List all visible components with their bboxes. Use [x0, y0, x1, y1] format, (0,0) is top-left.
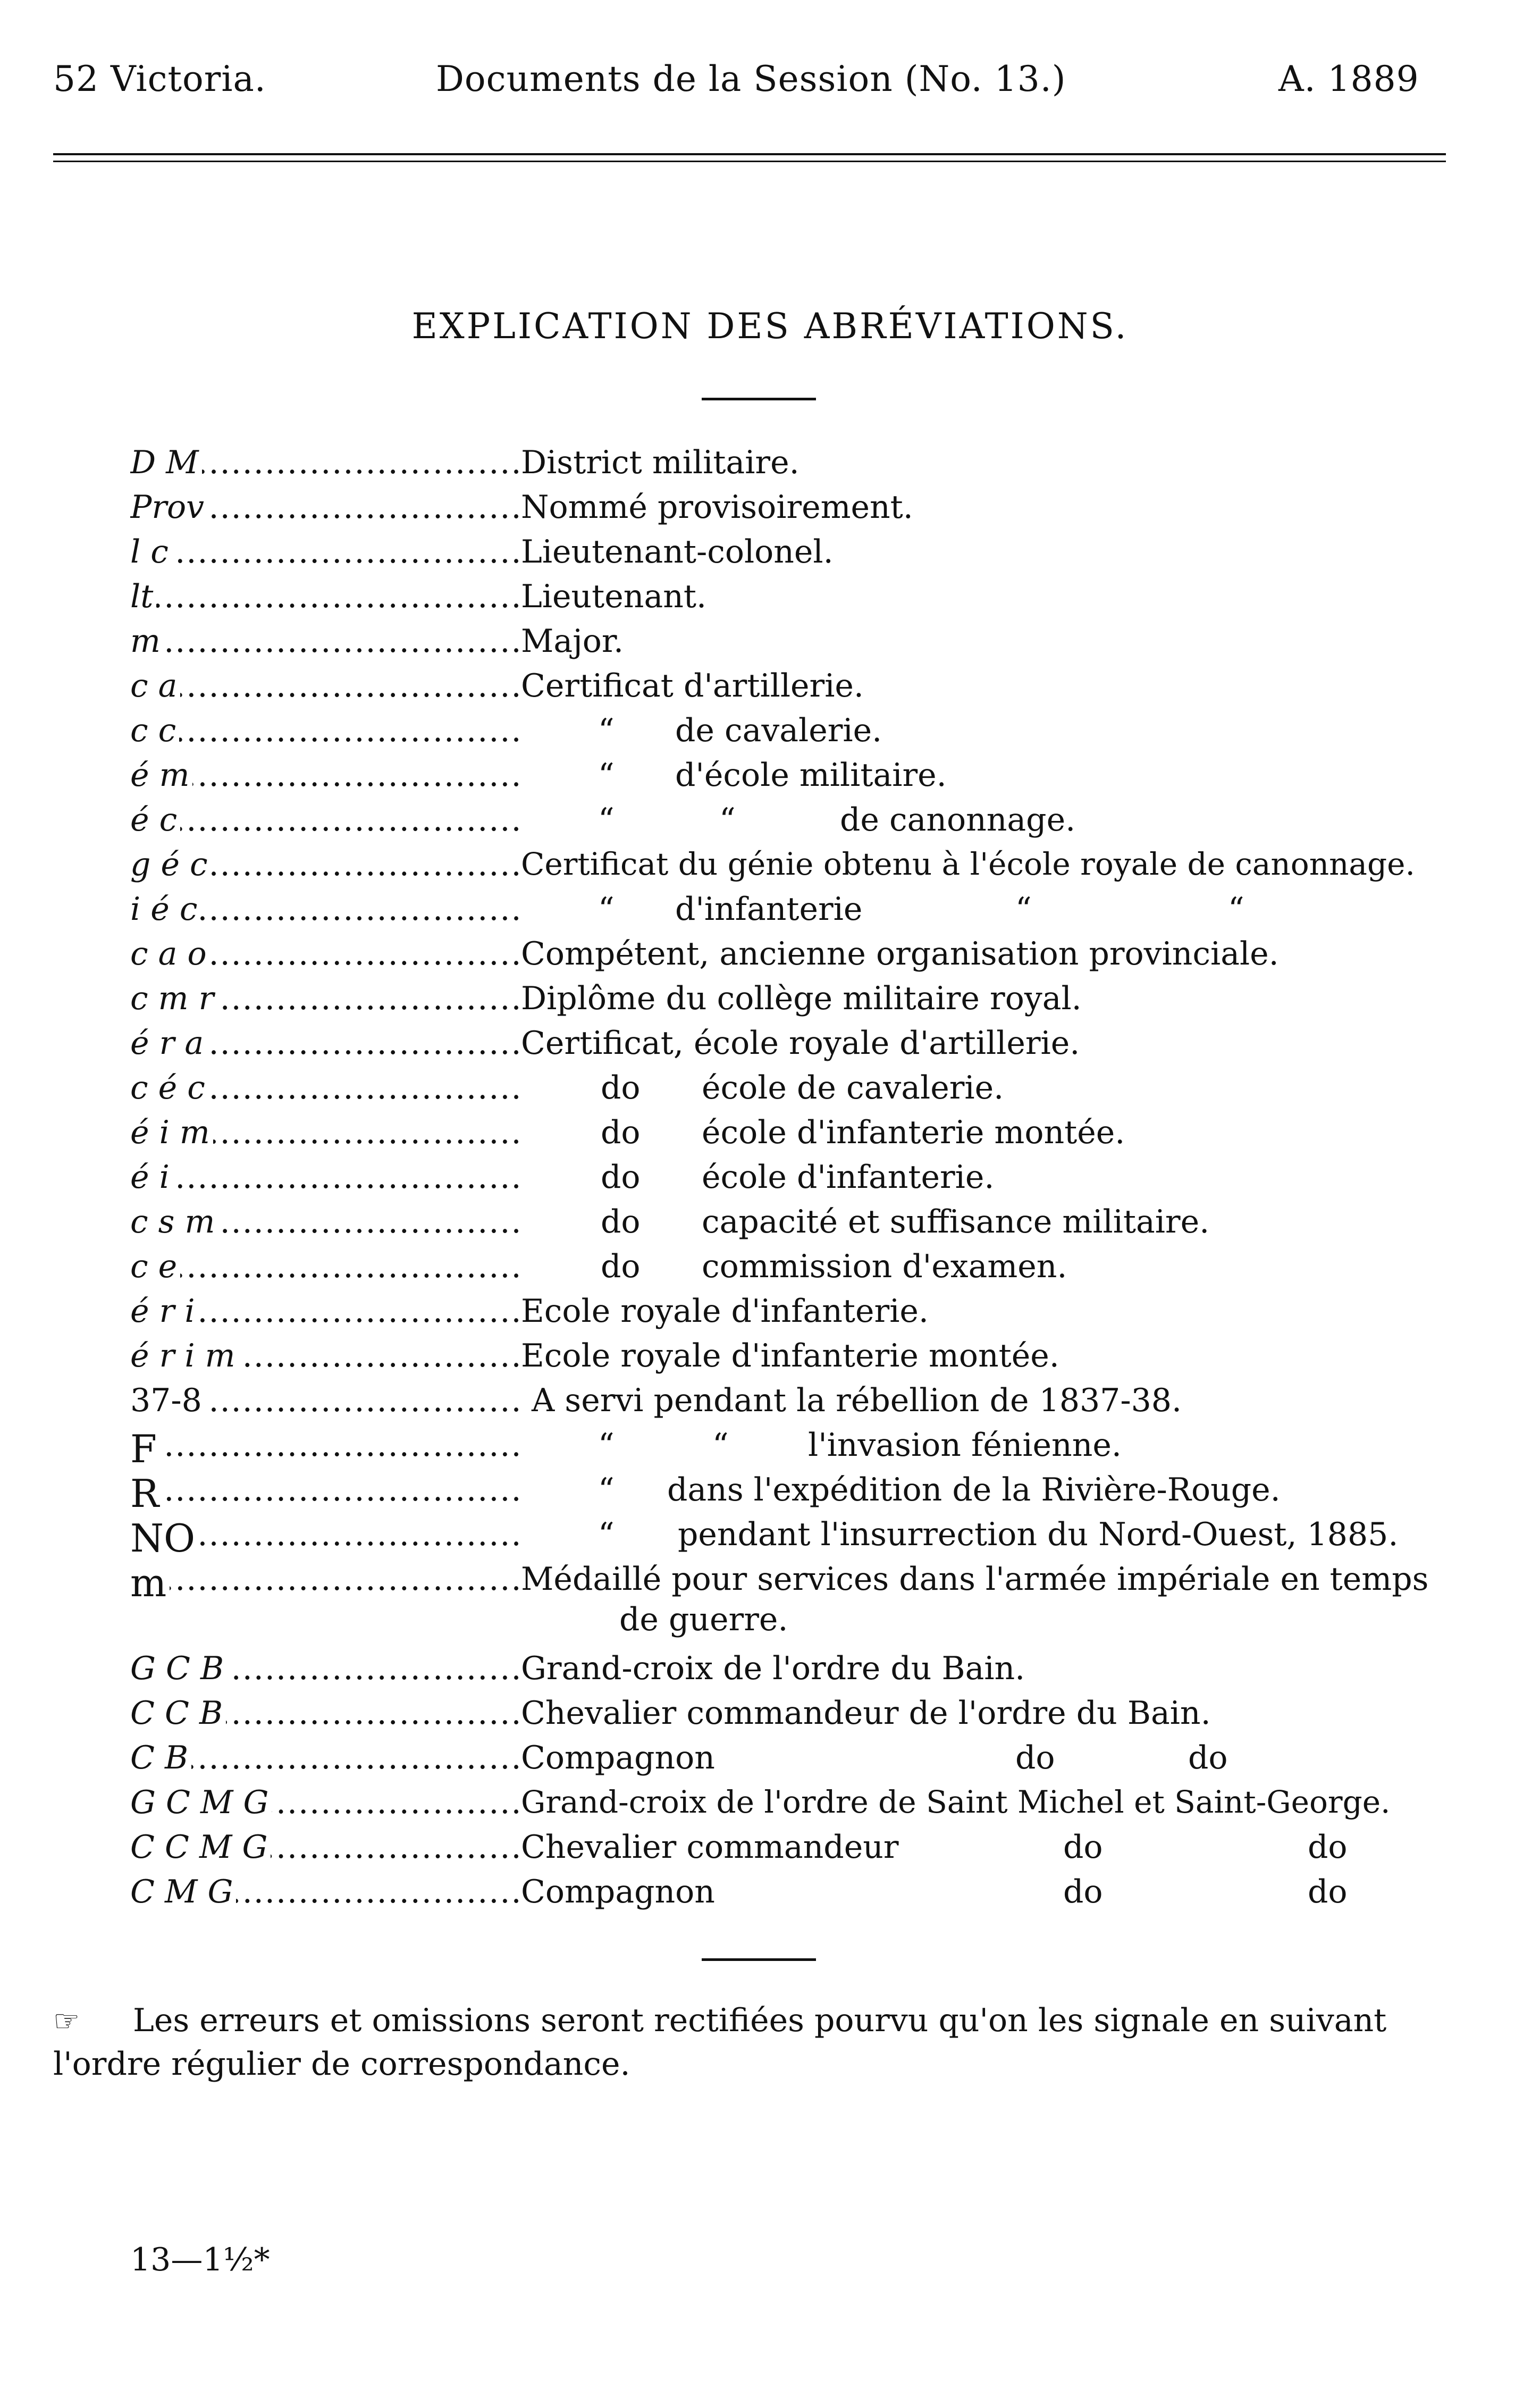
abbreviation: c s m .....: [130, 1203, 518, 1240]
pointing-hand-icon: ☞: [53, 2004, 80, 2039]
page-title: EXPLICATION DES ABRÉVIATIONS.: [411, 306, 1129, 347]
abbreviation: é i m .....: [130, 1114, 518, 1151]
abbreviation: m .....: [130, 1561, 518, 1605]
ditto-mark: “: [598, 801, 615, 839]
definition: Grand-croix de l'ordre du Bain.: [521, 1650, 1025, 1687]
abbreviation: m .....: [130, 623, 518, 660]
definition: A servi pendant la rébellion de 1837-38.: [532, 1382, 1182, 1419]
ditto-mark: “: [1228, 891, 1244, 928]
abbreviation: é r i m .....: [130, 1337, 518, 1374]
abbreviation: c e .....: [130, 1248, 518, 1285]
definition: Diplôme du collège militaire royal.: [521, 980, 1082, 1017]
ditto-do: do: [601, 1159, 641, 1196]
title-divider: [702, 398, 816, 400]
definition: Lieutenant.: [521, 578, 707, 615]
abbreviation: é i .....: [130, 1159, 518, 1196]
abbreviation: C M G .....: [130, 1873, 518, 1910]
definition: Ecole royale d'infanterie.: [521, 1293, 929, 1330]
ditto-do: do: [601, 1069, 641, 1107]
ditto-do: do: [1308, 1873, 1348, 1910]
page-number: 13—1½*: [130, 2241, 270, 2278]
footnote-text-continued: l'ordre régulier de correspondance.: [53, 2046, 630, 2083]
definition: école d'infanterie.: [702, 1159, 995, 1196]
ditto-do: do: [601, 1114, 641, 1151]
definition: Compagnon: [521, 1739, 715, 1776]
ditto-do: do: [1063, 1829, 1103, 1866]
header-left: 52 Victoria.: [53, 58, 266, 99]
definition: Certificat d'artillerie.: [521, 667, 864, 705]
definition: l'invasion fénienne.: [808, 1427, 1122, 1464]
ditto-do: do: [1308, 1829, 1348, 1866]
abbreviation: C C M G .....: [130, 1829, 518, 1866]
ditto-mark: “: [712, 1427, 729, 1464]
definition: pendant l'insurrection du Nord-Ouest, 1885.: [678, 1516, 1399, 1553]
ditto-mark: “: [1015, 891, 1032, 928]
ditto-do: do: [601, 1203, 641, 1240]
ditto-mark: “: [719, 801, 736, 839]
abbreviation: c c .....: [130, 712, 518, 749]
abbreviation: é r i .....: [130, 1293, 518, 1330]
definition: de canonnage.: [840, 801, 1076, 839]
definition: Nommé provisoirement.: [521, 489, 913, 526]
footnote: [53, 1999, 1462, 2085]
definition: Compagnon: [521, 1873, 715, 1910]
abbreviation: c é c .....: [130, 1069, 518, 1107]
ditto-mark: “: [598, 757, 615, 794]
ditto-do: do: [1063, 1873, 1103, 1910]
section-divider: [702, 1958, 816, 1961]
abbreviation: g é c .....: [130, 846, 518, 883]
abbreviation: c a .....: [130, 667, 518, 705]
definition: Ecole royale d'infanterie montée.: [521, 1337, 1059, 1374]
abbreviation: D M .....: [130, 444, 518, 481]
abbreviation: 37-8 .....: [130, 1382, 518, 1419]
definition: Chevalier commandeur: [521, 1829, 899, 1866]
footnote-text: Les erreurs et omissions seront rectifiées pourvu qu'on les signale en suivant: [133, 2002, 1387, 2039]
abbreviation: lt .....: [130, 578, 518, 615]
abbreviation: c m r .....: [130, 980, 518, 1017]
definition: Compétent, ancienne organisation provinciale.: [521, 935, 1279, 973]
abbreviation: C C B .....: [130, 1695, 518, 1732]
definition: Major.: [521, 623, 624, 660]
definition: de cavalerie.: [675, 712, 882, 749]
ditto-do: do: [1015, 1739, 1055, 1776]
definition: Grand-croix de l'ordre de Saint Michel et Saint-George.: [521, 1784, 1391, 1820]
definition: Lieutenant-colonel.: [521, 533, 834, 571]
definition: commission d'examen.: [702, 1248, 1067, 1285]
abbreviation: é c .....: [130, 801, 518, 839]
abbreviation: G C B .....: [130, 1650, 518, 1687]
header-rule-bottom: [53, 161, 1446, 162]
definition-continued: de guerre.: [619, 1601, 788, 1638]
abbreviation: Prov .....: [130, 489, 518, 526]
abbreviation: C B .....: [130, 1739, 518, 1776]
header-rule-top: [53, 153, 1446, 155]
ditto-mark: “: [598, 1516, 615, 1553]
ditto-do: do: [1188, 1739, 1228, 1776]
abbreviation: G C M G .....: [130, 1784, 518, 1821]
abbreviation: é m .....: [130, 757, 518, 794]
ditto-do: do: [601, 1248, 641, 1285]
header-center: Documents de la Session (No. 13.): [436, 58, 1066, 99]
definition: d'infanterie: [675, 891, 863, 928]
definition: capacité et suffisance militaire.: [702, 1203, 1210, 1240]
definition: dans l'expédition de la Rivière-Rouge.: [667, 1471, 1281, 1508]
abbreviation: l c .....: [130, 533, 518, 571]
abbreviation: F .....: [130, 1427, 518, 1471]
definition: Certificat du génie obtenu à l'école royale de canonnage.: [521, 846, 1415, 882]
definition: District militaire.: [521, 444, 800, 481]
abbreviation: R .....: [130, 1471, 518, 1516]
header-right: A. 1889: [1278, 58, 1419, 99]
abbreviation: c a o .....: [130, 935, 518, 973]
definition: Chevalier commandeur de l'ordre du Bain.: [521, 1695, 1211, 1732]
abbreviation: é r a .....: [130, 1025, 518, 1062]
ditto-mark: “: [598, 1427, 615, 1464]
ditto-mark: “: [598, 712, 615, 749]
definition: d'école militaire.: [675, 757, 947, 794]
abbreviation: NO .....: [130, 1516, 518, 1561]
ditto-mark: “: [598, 1471, 615, 1508]
definition: Médaillé pour services dans l'armée impériale en temps: [521, 1561, 1429, 1598]
ditto-mark: “: [598, 891, 615, 928]
definition: école d'infanterie montée.: [702, 1114, 1125, 1151]
definition: école de cavalerie.: [702, 1069, 1004, 1107]
definition: Certificat, école royale d'artillerie.: [521, 1025, 1080, 1062]
abbreviation: i é c .....: [130, 891, 518, 928]
